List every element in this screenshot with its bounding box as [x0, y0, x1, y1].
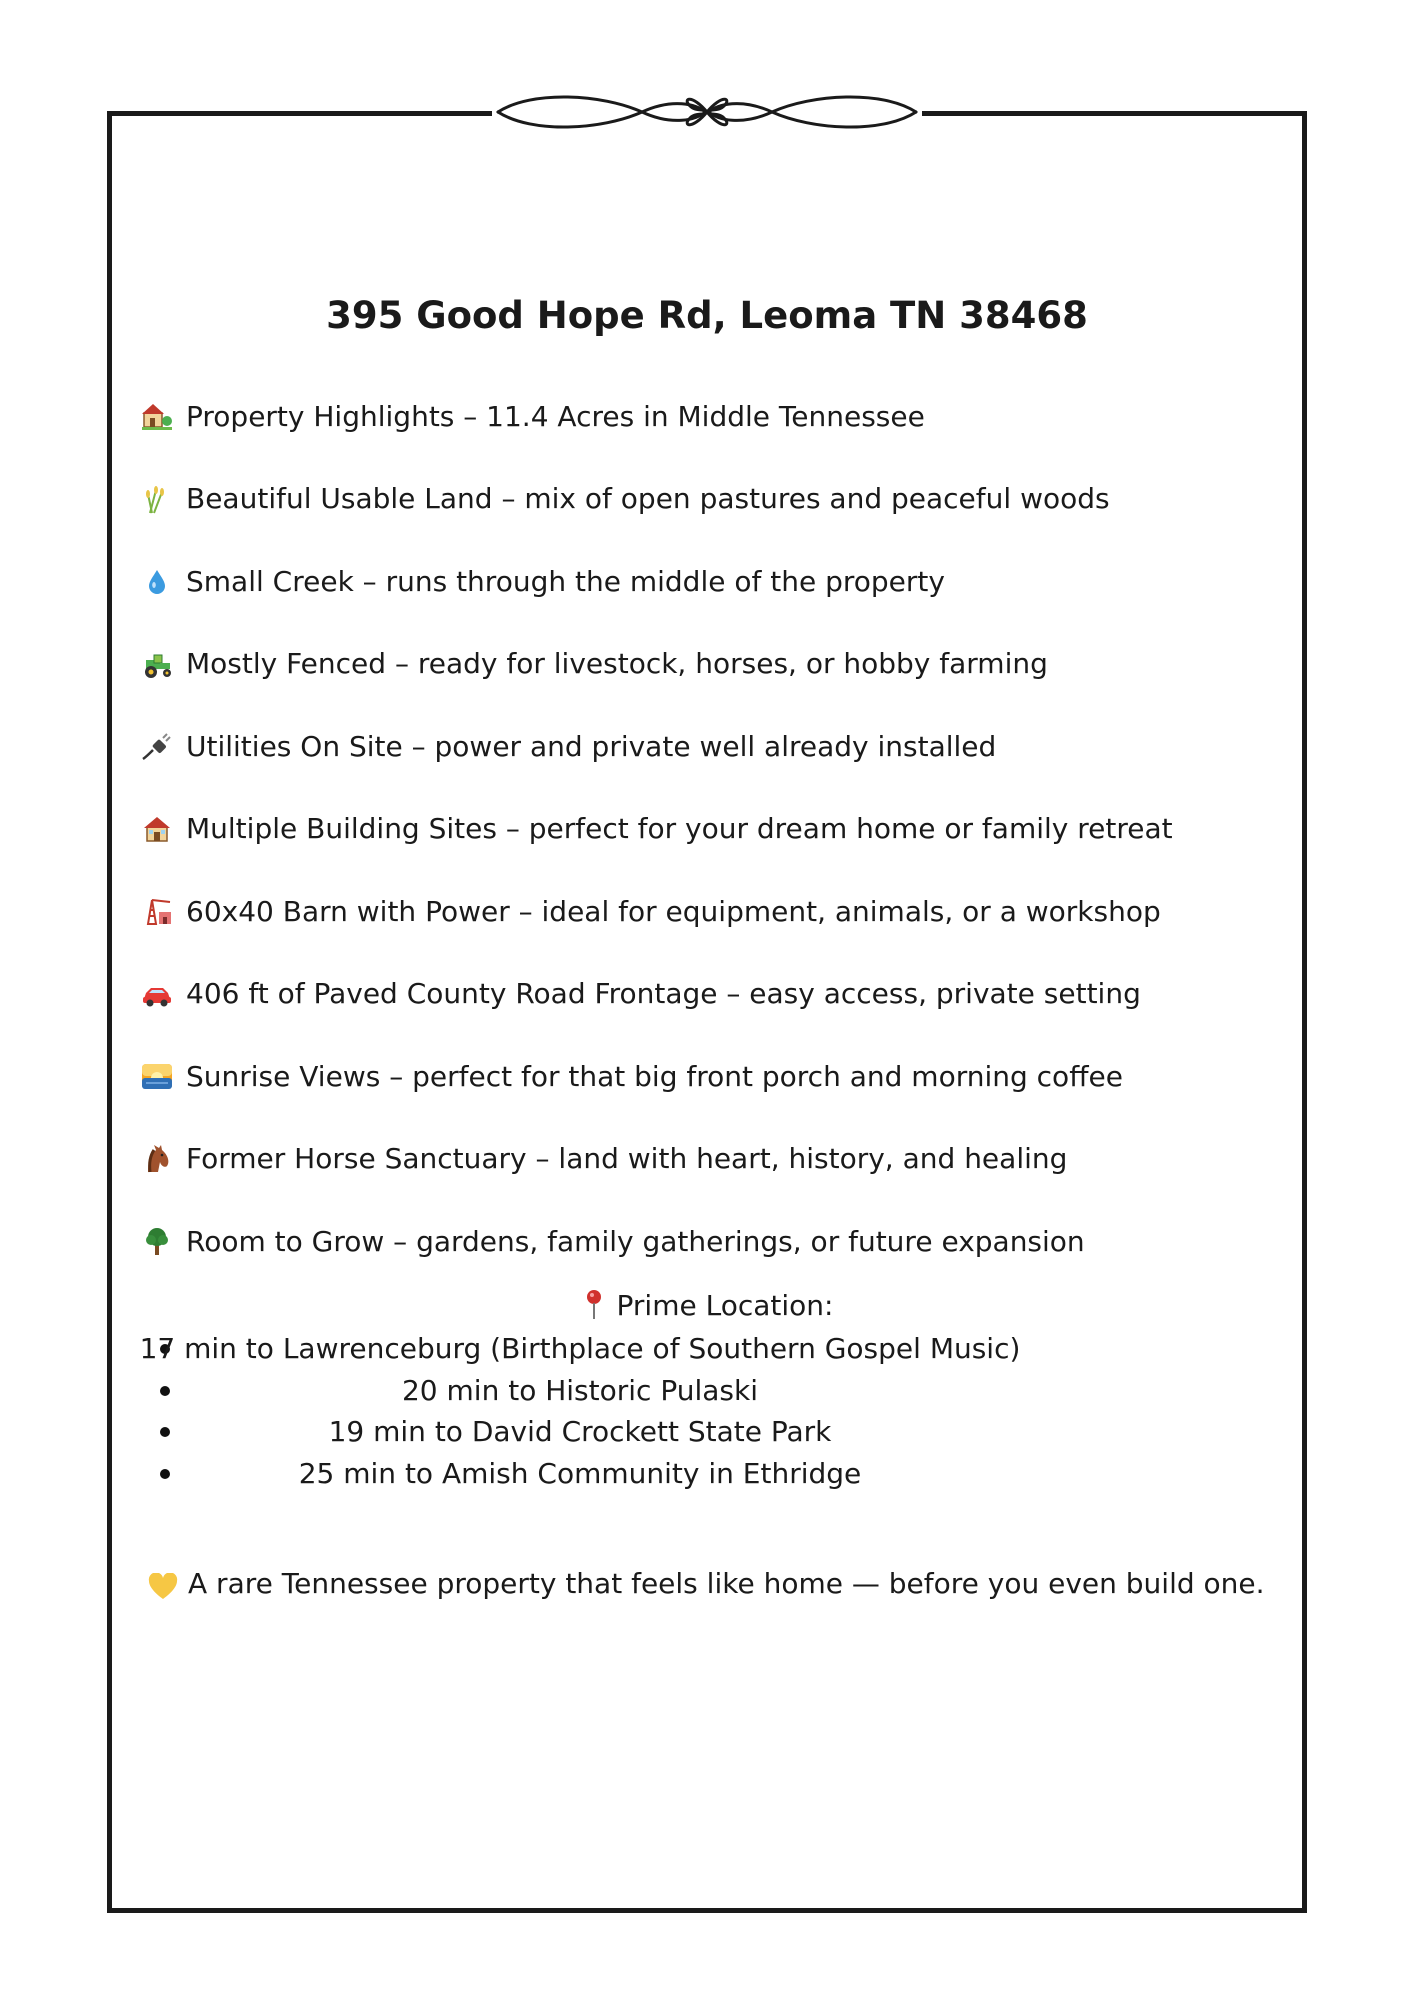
highlight-item: [140, 623, 1173, 706]
highlight-text: Beautiful Usable Land – mix of open pastures and peaceful woods: [186, 482, 1110, 516]
flourish-ornament-icon: [492, 84, 922, 140]
highlight-item: [140, 788, 1173, 871]
location-item-text: 25 min to Amish Community in Ethridge: [298, 1456, 862, 1490]
page-title: 395 Good Hope Rd, Leoma TN 38468: [326, 294, 1088, 337]
barn-crane-icon: [140, 894, 174, 928]
car-icon: [140, 977, 174, 1011]
highlight-item: [140, 705, 1173, 788]
closing-text: A rare Tennessee property that feels like home — before you even build one.: [188, 1567, 1265, 1600]
location-item-text: 19 min to David Crockett State Park: [328, 1415, 832, 1448]
sunrise-icon: [140, 1059, 174, 1093]
highlight-item: [140, 540, 1173, 623]
location-list: [140, 1328, 1340, 1494]
list-item: [140, 1370, 1330, 1412]
highlight-text: Utilities On Site – power and private well already installed: [186, 729, 997, 763]
highlight-item: [140, 953, 1173, 1036]
highlight-item: [140, 870, 1173, 953]
bullet-icon: [160, 1386, 170, 1396]
tree-icon: [140, 1224, 174, 1258]
yellow-heart-icon: [148, 1570, 178, 1598]
highlight-item: [140, 1200, 1173, 1283]
bullet-icon: [160, 1469, 170, 1479]
closing-statement: [148, 1562, 1265, 1606]
electric-plug-icon: [140, 729, 174, 763]
prime-location-label: Prime Location:: [616, 1289, 834, 1322]
highlight-text: Room to Grow – gardens, family gatherings, or future expansion: [186, 1224, 1085, 1258]
list-item: [140, 1411, 1330, 1453]
droplet-icon: [140, 564, 174, 598]
location-item-text: 20 min to Historic Pulaski: [401, 1373, 758, 1407]
bullet-icon: [160, 1427, 170, 1437]
house-with-garden-icon: [140, 399, 174, 433]
sheaf-of-rice-icon: [140, 482, 174, 516]
list-item: [140, 1328, 1330, 1370]
house-icon: [140, 812, 174, 846]
highlight-text: 406 ft of Paved County Road Frontage – easy access, private setting: [186, 977, 1141, 1011]
highlight-text: Small Creek – runs through the middle of the property: [186, 564, 945, 598]
highlight-item: [140, 458, 1173, 541]
highlight-text: Property Highlights – 11.4 Acres in Middle Tennessee: [186, 399, 925, 433]
highlight-text: Multiple Building Sites – perfect for your dream home or family retreat: [186, 812, 1173, 846]
highlight-item: [140, 1035, 1173, 1118]
location-item-text: 17 min to Lawrenceburg (Birthplace of Southern Gospel Music): [139, 1332, 1021, 1365]
highlight-item: [140, 375, 1173, 458]
highlight-item: [140, 1118, 1173, 1201]
tractor-icon: [140, 647, 174, 681]
horse-face-icon: [140, 1142, 174, 1176]
highlights-list: [140, 375, 1173, 1283]
round-pushpin-icon: [581, 1287, 607, 1321]
highlight-text: 60x40 Barn with Power – ideal for equipment, animals, or a workshop: [186, 894, 1161, 928]
prime-location-heading: [107, 1286, 1307, 1326]
list-item: [140, 1453, 1330, 1495]
highlight-text: Mostly Fenced – ready for livestock, horses, or hobby farming: [186, 647, 1048, 681]
highlight-text: Former Horse Sanctuary – land with heart, history, and healing: [186, 1142, 1068, 1176]
highlight-text: Sunrise Views – perfect for that big front porch and morning coffee: [186, 1059, 1123, 1093]
